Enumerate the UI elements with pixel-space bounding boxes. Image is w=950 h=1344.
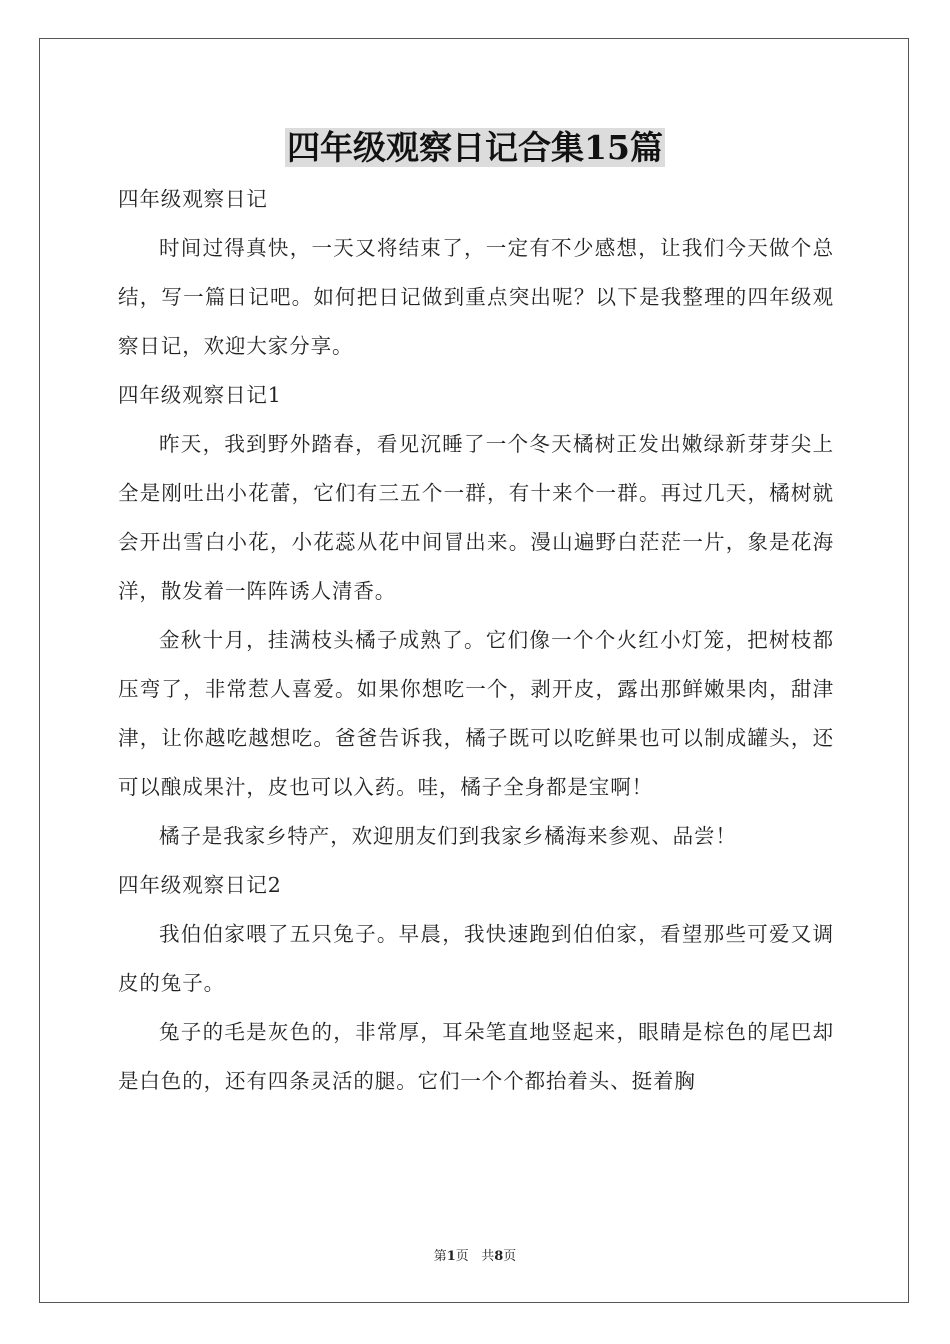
body-paragraph: 兔子的毛是灰色的，非常厚，耳朵笔直地竖起来，眼睛是棕色的尾巴却是白色的，还有四条灵活的腿。它们一个个都抬着头、挺着胸 bbox=[118, 1020, 834, 1093]
footer-page-unit: 页 bbox=[455, 1249, 469, 1264]
footer-total-pages: 8 bbox=[494, 1249, 504, 1264]
body-paragraph: 金秋十月，挂满枝头橘子成熟了。它们像一个个火红小灯笼，把树枝都压弯了，非常惹人喜爱。如果你想吃一个，剥开皮，露出那鲜嫩果肉，甜津津，让你越吃越想吃。爸爸告诉我，橘子既可以吃鲜果也可以制成罐头，还可以酿成果汁，皮也可以入药。哇，橘子全身都是宝啊！ bbox=[118, 628, 834, 799]
body-paragraph: 时间过得真快，一天又将结束了，一定有不少感想，让我们今天做个总结，写一篇日记吧。如何把日记做到重点突出呢？以下是我整理的四年级观察日记，欢迎大家分享。 bbox=[118, 236, 834, 358]
document-body bbox=[118, 175, 834, 1106]
footer-total-unit: 页 bbox=[503, 1249, 517, 1264]
body-paragraph: 橘子是我家乡特产，欢迎朋友们到我家乡橘海来参观、品尝！ bbox=[159, 824, 737, 848]
footer-current-page: 1 bbox=[446, 1249, 456, 1264]
section-heading: 四年级观察日记1 bbox=[118, 383, 282, 407]
body-paragraph: 我伯伯家喂了五只兔子。早晨，我快速跑到伯伯家，看望那些可爱又调皮的兔子。 bbox=[118, 922, 834, 995]
footer-total-prefix: 共 bbox=[481, 1249, 495, 1264]
section-heading: 四年级观察日记 bbox=[118, 187, 268, 211]
document-title bbox=[0, 124, 950, 172]
section-heading: 四年级观察日记2 bbox=[118, 873, 282, 897]
document-title-text: 四年级观察日记合集15篇 bbox=[287, 128, 663, 167]
body-paragraph: 昨天，我到野外踏春，看见沉睡了一个冬天橘树正发出嫩绿新芽芽尖上全是刚吐出小花蕾，它们有三五个一群，有十来个一群。再过几天，橘树就会开出雪白小花，小花蕊从花中间冒出来。漫山遍野白茫茫一片，象是花海洋，散发着一阵阵诱人清香。 bbox=[118, 432, 834, 603]
footer-prefix: 第 bbox=[433, 1249, 447, 1264]
page-footer bbox=[0, 1245, 950, 1264]
